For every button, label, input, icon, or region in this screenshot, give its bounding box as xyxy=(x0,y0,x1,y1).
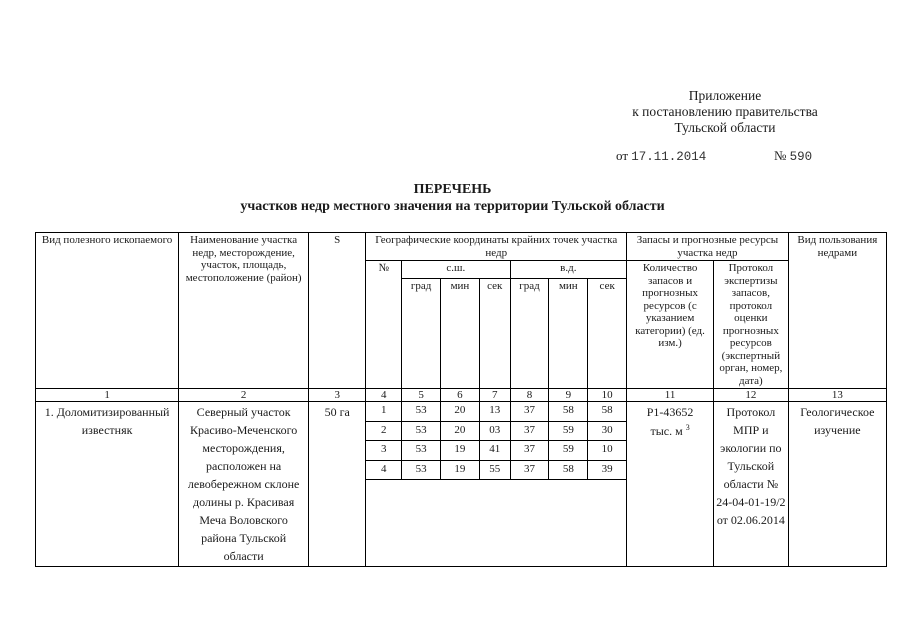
protocol-cell: Протокол МПР и экологии по Тульской области № 24-04-01-19/2 от 02.06.2014 xyxy=(714,402,789,567)
date-prefix: от xyxy=(616,148,629,163)
subsoil-sites-table xyxy=(35,232,887,567)
lat-sec: 55 xyxy=(479,460,510,480)
lon-min: 58 xyxy=(549,460,588,480)
header-north-lat: с.ш. xyxy=(402,261,510,279)
column-number: 3 xyxy=(309,389,366,402)
lon-deg: 37 xyxy=(510,421,549,441)
lon-sec: 30 xyxy=(588,421,627,441)
column-number: 6 xyxy=(441,389,480,402)
header-lon-min: мин xyxy=(549,279,588,389)
lon-deg: 37 xyxy=(510,441,549,461)
point-no: 1 xyxy=(366,402,402,422)
lon-min: 59 xyxy=(549,421,588,441)
column-number: 8 xyxy=(510,389,549,402)
appendix-line-2: к постановлению правительства xyxy=(632,104,818,119)
coords-filler xyxy=(366,480,627,567)
column-number: 12 xyxy=(714,389,789,402)
header-reserves: Запасы и прогнозные ресурсы участка недр xyxy=(627,233,789,261)
appendix-block xyxy=(610,88,840,136)
lon-sec: 10 xyxy=(588,441,627,461)
lat-min: 20 xyxy=(441,402,480,422)
appendix-line-3: Тульской области xyxy=(674,120,776,135)
column-number: 2 xyxy=(179,389,309,402)
point-no: 2 xyxy=(366,421,402,441)
lat-sec: 03 xyxy=(479,421,510,441)
column-number: 13 xyxy=(788,389,886,402)
column-number: 5 xyxy=(402,389,441,402)
date-number-line xyxy=(616,148,846,164)
header-area: S xyxy=(309,233,366,389)
header-lat-deg: град xyxy=(402,279,441,389)
column-number: 4 xyxy=(366,389,402,402)
header-quantity: Количество запасов и прогнозных ресурсов (с указанием категории) (ед. изм.) xyxy=(627,261,714,389)
lon-min: 58 xyxy=(549,402,588,422)
lat-deg: 53 xyxy=(402,460,441,480)
point-no: 4 xyxy=(366,460,402,480)
lat-sec: 13 xyxy=(479,402,510,422)
lat-min: 19 xyxy=(441,460,480,480)
column-number: 10 xyxy=(588,389,627,402)
lat-deg: 53 xyxy=(402,421,441,441)
header-lon-deg: град xyxy=(510,279,549,389)
column-number: 7 xyxy=(479,389,510,402)
mineral-cell: 1. Доломитизированный известняк xyxy=(36,402,179,567)
appendix-line-1: Приложение xyxy=(688,88,762,103)
quantity-unit: тыс. м xyxy=(650,424,683,438)
usage-cell: Геологическое изучение xyxy=(788,402,886,567)
area-cell: 50 га xyxy=(309,402,366,567)
header-site-name: Наименование участка недр, месторождение, участок, площадь, местоположение (район) xyxy=(179,233,309,389)
lat-deg: 53 xyxy=(402,441,441,461)
lon-sec: 58 xyxy=(588,402,627,422)
header-lat-sec: сек xyxy=(479,279,510,389)
lat-deg: 53 xyxy=(402,402,441,422)
column-number: 11 xyxy=(627,389,714,402)
header-east-long: в.д. xyxy=(510,261,627,279)
site-cell: Северный участок Красиво-Меченского месторождения, расположен на левобережном склоне долины р. Красивая Меча Воловского района Тульской области xyxy=(179,402,309,567)
header-point-no: № xyxy=(366,261,402,389)
lat-min: 20 xyxy=(441,421,480,441)
header-mineral-type: Вид полезного ископаемого xyxy=(36,233,179,389)
header-lon-sec: сек xyxy=(588,279,627,389)
quantity-unit-line xyxy=(629,421,711,438)
lat-sec: 41 xyxy=(479,441,510,461)
document-date: 17.11.2014 xyxy=(631,150,707,164)
document-number: 590 xyxy=(789,150,813,164)
header-lat-min: мин xyxy=(441,279,480,389)
document-title xyxy=(0,181,905,215)
header-usage: Вид пользования недрами xyxy=(788,233,886,389)
column-number-row xyxy=(36,389,887,402)
quantity-unit-sup: 3 xyxy=(685,423,690,432)
column-number: 1 xyxy=(36,389,179,402)
quantity-cell xyxy=(627,402,714,567)
lon-min: 59 xyxy=(549,441,588,461)
title-sub: участков недр местного значения на территории Тульской области xyxy=(240,199,665,214)
header-coordinates: Географические координаты крайних точек участка недр xyxy=(366,233,627,261)
lon-sec: 39 xyxy=(588,460,627,480)
column-number: 9 xyxy=(549,389,588,402)
lon-deg: 37 xyxy=(510,402,549,422)
header-protocol: Протокол экспертизы запасов, протокол оценки прогнозных ресурсов (экспертный орган, номер, дата) xyxy=(714,261,789,389)
lat-min: 19 xyxy=(441,441,480,461)
document-number-group xyxy=(774,148,812,164)
number-prefix: № xyxy=(774,148,787,163)
table-row xyxy=(36,402,887,422)
point-no: 3 xyxy=(366,441,402,461)
lon-deg: 37 xyxy=(510,460,549,480)
title-main: ПЕРЕЧЕНЬ xyxy=(413,182,492,197)
quantity-value: Р1-43652 xyxy=(646,405,694,419)
